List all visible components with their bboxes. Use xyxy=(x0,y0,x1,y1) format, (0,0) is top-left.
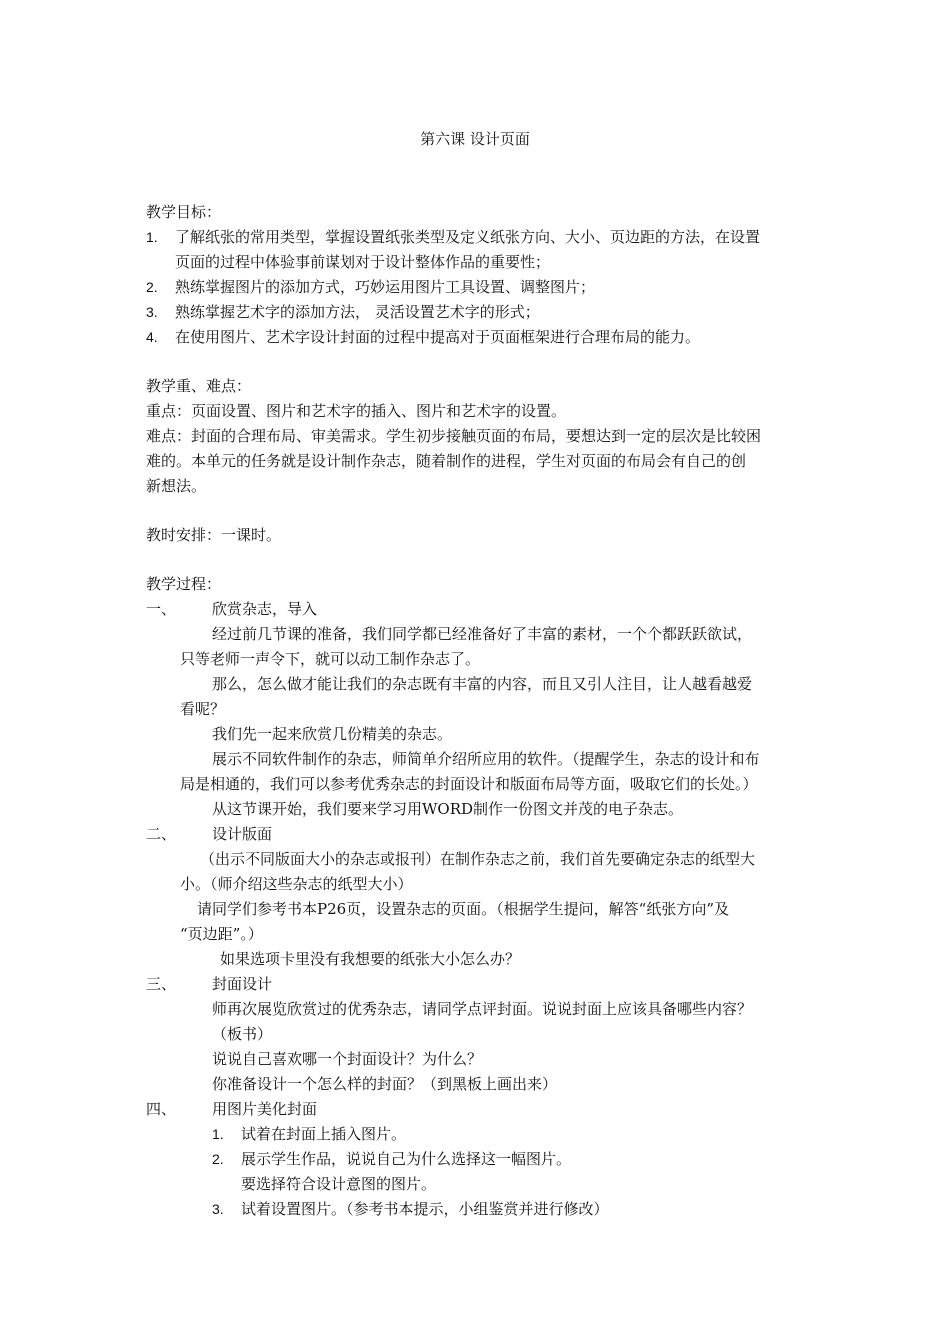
paragraph: 我们先一起来欣赏几份精美的杂志。 xyxy=(212,725,453,743)
step-number: 2. xyxy=(212,1151,224,1167)
schedule: 教时安排：一课时。 xyxy=(146,526,282,544)
hard-point: 难点：封面的合理布局、审美需求。学生初步接触页面的布局，要想达到一定的层次是比较困 xyxy=(146,427,762,445)
goal-text: 在使用图片、艺术字设计封面的过程中提高对于页面框架进行合理布局的能力。 xyxy=(175,328,701,346)
goal-text: 了解纸张的常用类型，掌握设置纸张类型及定义纸张方向、大小、页边距的方法，在设置 xyxy=(175,228,761,246)
goal-number: 2. xyxy=(146,279,158,295)
section-number: 四、 xyxy=(146,1100,177,1118)
step-text: 试着设置图片。（参考书本提示，小组鉴赏并进行修改） xyxy=(241,1200,609,1218)
paragraph: （板书） xyxy=(212,1025,273,1043)
section-title: 封面设计 xyxy=(212,975,273,993)
section-title: 设计版面 xyxy=(212,825,273,843)
paragraph: 师再次展览欣赏过的优秀杂志，请同学点评封面。说说封面上应该具备哪些内容？ xyxy=(212,1000,753,1018)
key-point: 重点：页面设置、图片和艺术字的插入、图片和艺术字的设置。 xyxy=(146,402,567,420)
goal-number: 1. xyxy=(146,229,158,245)
section-title: 欣赏杂志，导入 xyxy=(212,600,318,618)
section-number: 二、 xyxy=(146,825,177,843)
step-text-cont: 要选择符合设计意图的图片。 xyxy=(241,1175,437,1193)
step-text: 展示学生作品，说说自己为什么选择这一幅图片。 xyxy=(241,1150,572,1168)
paragraph: （出示不同版面大小的杂志或报刊）在制作杂志之前，我们首先要确定杂志的纸型大 xyxy=(200,850,756,868)
hard-point-cont: 新想法。 xyxy=(146,477,207,495)
paragraph: 经过前几节课的准备，我们同学都已经准备好了丰富的素材，一个个都跃跃欲试， xyxy=(212,625,753,643)
step-number: 3. xyxy=(212,1201,224,1217)
hard-point-cont: 难的。本单元的任务就是设计制作杂志，随着制作的进程，学生对页面的布局会有自己的创 xyxy=(146,452,747,470)
process-heading: 教学过程： xyxy=(146,575,222,593)
step-number: 1. xyxy=(212,1126,224,1142)
paragraph: 说说自己喜欢哪一个封面设计？为什么？ xyxy=(212,1050,483,1068)
step-text: 试着在封面上插入图片。 xyxy=(241,1125,407,1143)
paragraph: 从这节课开始，我们要来学习用WORD制作一份图文并茂的电子杂志。 xyxy=(212,800,684,818)
goal-text-cont: 页面的过程中体验事前谋划对于设计整体作品的重要性； xyxy=(175,253,551,271)
paragraph: 那么，怎么做才能让我们的杂志既有丰富的内容，而且又引人注目，让人越看越爱 xyxy=(212,675,753,693)
goal-text: 熟练掌握图片的添加方式，巧妙运用图片工具设置、调整图片； xyxy=(175,278,596,296)
section-number: 一、 xyxy=(146,600,177,618)
paragraph: 展示不同软件制作的杂志，师简单介绍所应用的软件。（提醒学生，杂志的设计和布 xyxy=(212,750,760,768)
goal-text: 熟练掌握艺术字的添加方法， 灵活设置艺术字的形式； xyxy=(175,303,540,321)
paragraph: 如果选项卡里没有我想要的纸张大小怎么办？ xyxy=(220,950,521,968)
goal-number: 3. xyxy=(146,304,158,320)
page-title: 第六课 设计页面 xyxy=(420,130,530,148)
goal-number: 4. xyxy=(146,329,158,345)
goals-heading: 教学目标： xyxy=(146,203,222,221)
paragraph: 你准备设计一个怎么样的封面？（到黑板上画出来） xyxy=(212,1075,558,1093)
paragraph-cont: 小。（师介绍这些杂志的纸型大小） xyxy=(180,875,413,893)
paragraph-cont: 看呢？ xyxy=(180,700,226,718)
paragraph-cont: “页边距”。） xyxy=(180,925,263,943)
section-title: 用图片美化封面 xyxy=(212,1100,318,1118)
section-number: 三、 xyxy=(146,975,177,993)
paragraph-cont: 只等老师一声令下，就可以动工制作杂志了。 xyxy=(180,650,481,668)
paragraph-cont: 局是相通的，我们可以参考优秀杂志的封面设计和版面布局等方面，吸取它们的长处。） xyxy=(180,775,758,793)
paragraph: 请同学们参考书本P26页，设置杂志的页面。（根据学生提问，解答“纸张方向”及 xyxy=(197,900,730,918)
keypoints-heading: 教学重、难点： xyxy=(146,377,252,395)
